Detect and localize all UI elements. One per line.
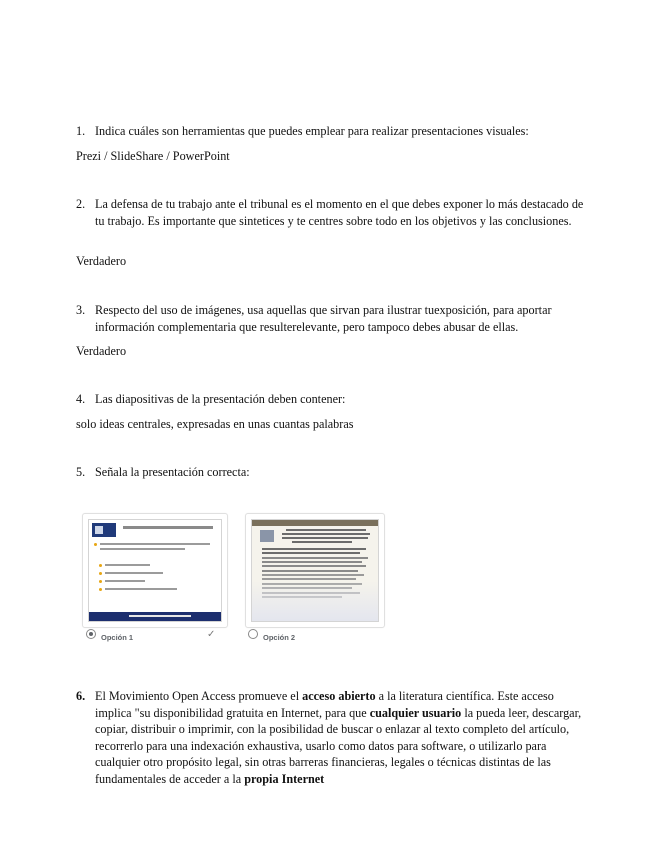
- option-1-radio[interactable]: [86, 629, 96, 639]
- option-1-image-card[interactable]: [82, 513, 228, 628]
- question-2: [76, 196, 586, 229]
- question-5: [76, 464, 586, 481]
- option-2-label: Opción 2: [263, 633, 296, 642]
- question-number: 2.: [76, 197, 86, 211]
- answer-1: Prezi / SlideShare / PowerPoint: [76, 149, 230, 163]
- question-6: [76, 688, 586, 787]
- option-2-radio[interactable]: [248, 629, 258, 639]
- option-1-slide-thumbnail: [88, 519, 222, 622]
- question-3: [76, 302, 586, 335]
- option-2-image-card[interactable]: [245, 513, 385, 628]
- question-4: [76, 391, 586, 408]
- question-text: Indica cuáles son herramientas que puedes emplear para realizar presentaciones visuales:: [95, 124, 529, 138]
- question-number: 1.: [76, 124, 86, 138]
- question-text: Señala la presentación correcta:: [95, 465, 250, 479]
- check-icon: ✓: [207, 629, 216, 640]
- answer-3: Verdadero: [76, 344, 127, 358]
- question-text: La defensa de tu trabajo ante el tribunal es el momento en el que debes exponer lo más destacado de tu trabajo. Es importante que sintetices y te centres sobre todo en los objetivos y las conclusiones.: [95, 197, 584, 228]
- answer-2: Verdadero: [76, 254, 127, 268]
- option-1-label: Opción 1: [101, 633, 134, 642]
- question-1: [76, 123, 586, 140]
- question-number: 3.: [76, 303, 86, 317]
- option-2-slide-thumbnail: [251, 519, 379, 622]
- answer-4: solo ideas centrales, expresadas en unas cuantas palabras: [76, 417, 354, 431]
- question-text: El Movimiento Open Access promueve el acceso abierto a la literatura científica. Este acceso implica "su disponibilidad gratuita en Internet, para que cualquier usuario la pueda leer, descargar, copiar, distribuir o imprimir, con la posibilidad de buscar o enlazar al texto completo del artículo, recorrerlo para una indexación exhaustiva, usarlo como datos para software, o utilizarlo para cualquier otro propósito legal, sin otras barreras financieras, legales o técnicas distintas de las fundamentales de acceder a la propia Internet: [95, 689, 582, 786]
- question-text: Respecto del uso de imágenes, usa aquellas que sirvan para ilustrar tuexposición, para aportar información complementaria que resulterelevante, pero tampoco debes abusar de ellas.: [95, 303, 552, 334]
- question-text: Las diapositivas de la presentación deben contener:: [95, 392, 346, 406]
- library-logo-icon: [92, 523, 116, 537]
- question-number: 4.: [76, 392, 86, 406]
- question-number: 5.: [76, 465, 86, 479]
- question-number: 6.: [76, 689, 86, 703]
